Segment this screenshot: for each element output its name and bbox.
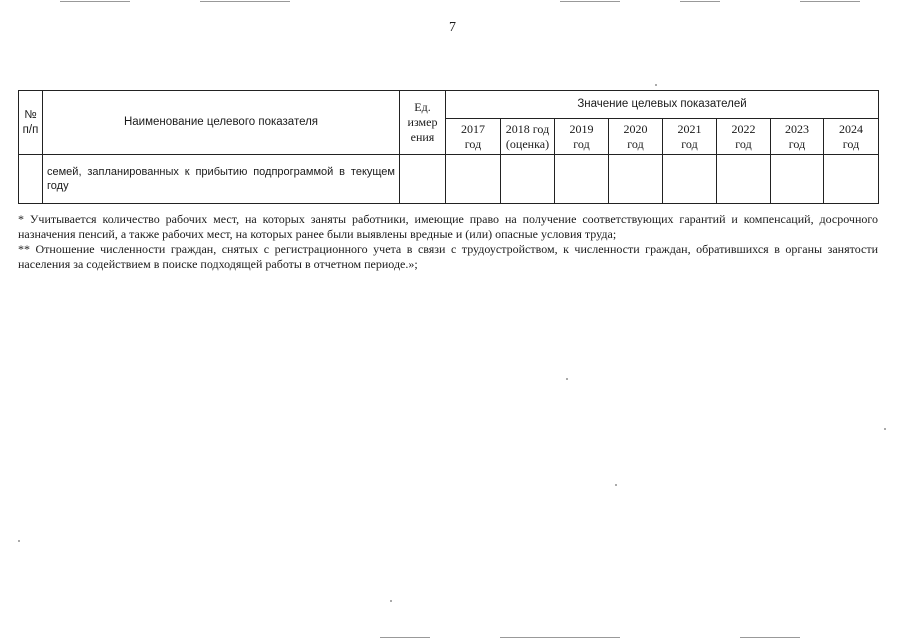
header-year-2023: 2023 год bbox=[771, 119, 824, 155]
scan-artifact bbox=[615, 484, 617, 486]
row-value-2023 bbox=[771, 155, 824, 204]
table-row bbox=[19, 155, 879, 204]
header-year-2018: 2018 год (оценка) bbox=[501, 119, 555, 155]
header-year-2019: 2019 год bbox=[555, 119, 609, 155]
page-number: 7 bbox=[449, 20, 456, 35]
scan-artifact bbox=[740, 637, 800, 638]
row-indicator-name: семей, запланированных к прибытию подпрограммой в текущем году bbox=[43, 155, 400, 204]
indicators-table-wrapper bbox=[18, 90, 879, 204]
footnote-1: * Учитывается количество рабочих мест, на которых заняты работники, имеющие право на получение соответствующих гарантий и компенсаций, досрочного назначения пенсий, а также рабочих мест, на которых ранее были выявлены вредные и (или) опасные условия труда; bbox=[18, 212, 878, 241]
header-year-2024: 2024 год bbox=[824, 119, 879, 155]
row-value-2021 bbox=[663, 155, 717, 204]
scan-artifact bbox=[560, 1, 620, 2]
header-year-2020: 2020 год bbox=[609, 119, 663, 155]
scan-artifact bbox=[60, 1, 130, 2]
header-number: № п/п bbox=[19, 91, 43, 155]
row-value-2022 bbox=[717, 155, 771, 204]
scan-artifact bbox=[390, 600, 392, 602]
scan-artifact bbox=[655, 84, 657, 86]
row-value-2017 bbox=[446, 155, 501, 204]
scan-artifact bbox=[884, 428, 886, 430]
scan-artifact bbox=[800, 1, 860, 2]
row-number bbox=[19, 155, 43, 204]
scan-artifact bbox=[200, 1, 290, 2]
scan-artifact bbox=[18, 540, 20, 542]
footnote-2: ** Отношение численности граждан, снятых с регистрационного учета в связи с трудоустройством, к численности граждан, обратившихся в органы занятости населения за содействием в поиске подходящей работы в отчетном периоде.»; bbox=[18, 242, 878, 271]
header-year-2022: 2022 год bbox=[717, 119, 771, 155]
row-unit bbox=[400, 155, 446, 204]
footnotes bbox=[18, 212, 878, 272]
header-indicator-name: Наименование целевого показателя bbox=[43, 91, 400, 155]
row-value-2020 bbox=[609, 155, 663, 204]
row-value-2019 bbox=[555, 155, 609, 204]
indicators-table bbox=[18, 90, 879, 204]
scan-artifact bbox=[500, 637, 620, 638]
scan-artifact bbox=[380, 637, 430, 638]
scan-artifact bbox=[566, 378, 568, 380]
row-value-2018 bbox=[501, 155, 555, 204]
row-value-2024 bbox=[824, 155, 879, 204]
header-values-group: Значение целевых показателей bbox=[446, 91, 879, 119]
header-year-2017: 2017 год bbox=[446, 119, 501, 155]
header-year-2021: 2021 год bbox=[663, 119, 717, 155]
scan-artifact bbox=[680, 1, 720, 2]
header-unit: Ед. измер ения bbox=[400, 91, 446, 155]
